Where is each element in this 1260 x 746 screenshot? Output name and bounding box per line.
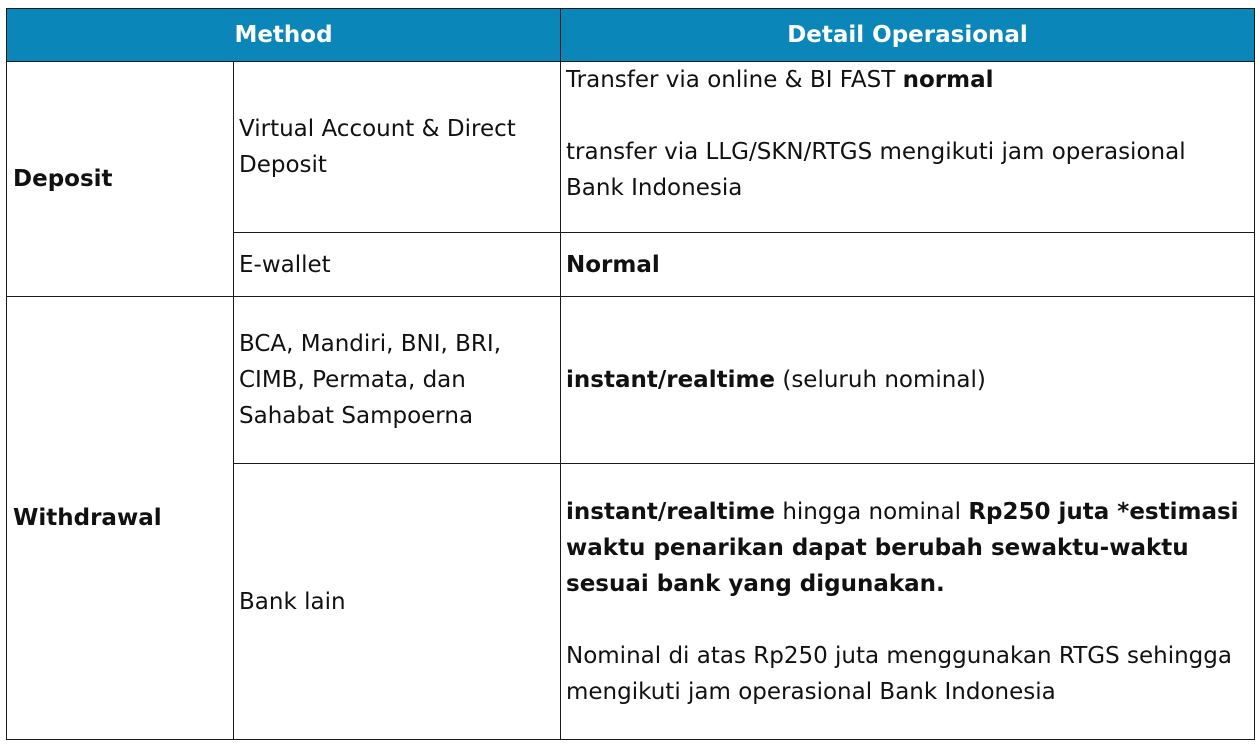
detail-other-bold2: Rp250 juta *estimasi waktu penarikan dapat berubah sewaktu-waktu sesuai bank yang digunakan. <box>566 498 1239 597</box>
detail-other-para2: Nominal di atas Rp250 juta menggunakan RTGS sehingga mengikuti jam operasional Bank Indonesia <box>566 642 1232 705</box>
detail-va-line1 <box>566 62 1246 98</box>
header-detail: Detail Operasional <box>561 9 1255 62</box>
detail-banks-text: (seluruh nominal) <box>775 367 986 393</box>
detail-va-line1-bold: normal <box>902 67 994 93</box>
method-ewallet: E-wallet <box>234 233 561 297</box>
detail-ewallet-bold: Normal <box>566 251 660 278</box>
header-method: Method <box>7 9 561 62</box>
detail-banks-bold: instant/realtime <box>566 367 776 393</box>
detail-virtual-account <box>561 62 1255 233</box>
method-other-bank: Bank lain <box>234 464 561 740</box>
method-major-banks: BCA, Mandiri, BNI, BRI, CIMB, Permata, dan Sahabat Sampoerna <box>234 297 561 464</box>
category-withdrawal: Withdrawal <box>7 297 234 740</box>
table-row <box>7 62 1255 233</box>
detail-va-line2: transfer via LLG/SKN/RTGS mengikuti jam operasional Bank Indonesia <box>566 139 1186 201</box>
detail-major-banks <box>561 297 1255 464</box>
method-virtual-account: Virtual Account & Direct Deposit <box>234 62 561 233</box>
detail-other-text1: hingga nominal <box>775 498 969 525</box>
detail-va-line1-text: Transfer via online & BI FAST <box>566 67 903 93</box>
table-row <box>7 297 1255 464</box>
detail-ewallet <box>561 233 1255 297</box>
table-header-row <box>7 9 1255 62</box>
category-deposit: Deposit <box>7 62 234 297</box>
detail-other-bank <box>561 464 1255 740</box>
operational-table <box>6 8 1255 740</box>
detail-other-para1 <box>566 494 1246 602</box>
detail-other-bold1: instant/realtime <box>566 498 776 525</box>
